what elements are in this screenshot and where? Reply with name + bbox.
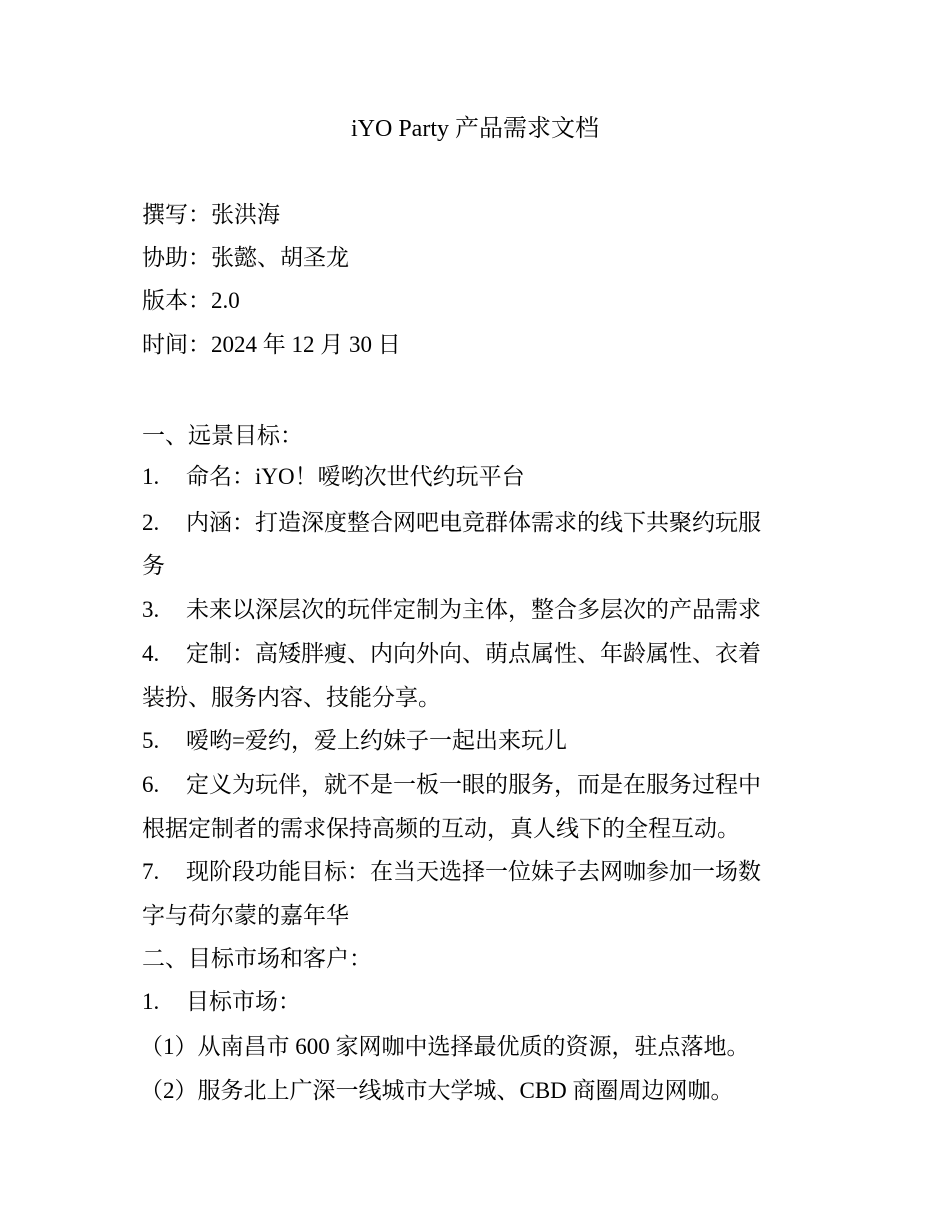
list-number: 7.: [142, 859, 160, 884]
list-text: 定制：高矮胖瘦、内向外向、萌点属性、年龄属性、衣着: [186, 641, 761, 666]
sub-item: （2）服务北上广深一线城市大学城、CBD 商圈周边网咖。: [140, 1078, 734, 1103]
list-item: [142, 725, 812, 757]
list-text: 嗳哟=爱约，爱上约妹子一起出来玩儿: [186, 728, 567, 753]
document-title: iYO Party 产品需求文档: [351, 116, 599, 142]
list-item-continuation: 根据定制者的需求保持高频的互动，真人线下的全程互动。: [142, 816, 740, 841]
section-heading-vision: 一、远景目标：: [142, 423, 303, 448]
list-number: 2.: [142, 510, 160, 535]
list-text: 定义为玩伴，就不是一板一眼的服务，而是在服务过程中: [186, 772, 761, 797]
list-number: 4.: [142, 641, 160, 666]
list-item: [142, 856, 812, 888]
list-number: 6.: [142, 772, 160, 797]
list-number: 1.: [142, 989, 160, 1014]
list-text: 未来以深层次的玩伴定制为主体，整合多层次的产品需求: [186, 597, 761, 622]
list-text: 目标市场：: [186, 989, 301, 1014]
list-item: [142, 638, 812, 670]
assist-line: 协助：张懿、胡圣龙: [142, 245, 349, 270]
list-item: [142, 986, 812, 1018]
list-text: 现阶段功能目标：在当天选择一位妹子去网咖参加一场数: [186, 859, 761, 884]
version-line: 版本：2.0: [142, 288, 240, 313]
list-text: 命名：iYO！嗳哟次世代约玩平台: [186, 464, 525, 489]
sub-item: （1）从南昌市 600 家网咖中选择最优质的资源，驻点落地。: [140, 1034, 750, 1059]
list-item: [142, 769, 812, 801]
date-line: 时间：2024 年 12 月 30 日: [142, 332, 401, 357]
list-item: [142, 507, 812, 539]
section-heading-market: 二、目标市场和客户：: [142, 946, 372, 971]
list-number: 5.: [142, 728, 160, 753]
list-item: [142, 461, 812, 493]
list-item-continuation: 务: [142, 553, 165, 578]
list-item: [142, 594, 812, 626]
list-number: 3.: [142, 597, 160, 622]
list-text: 内涵：打造深度整合网吧电竞群体需求的线下共聚约玩服: [186, 510, 761, 535]
author-line: 撰写：张洪海: [142, 202, 280, 227]
list-item-continuation: 字与荷尔蒙的嘉年华: [142, 903, 349, 928]
list-item-continuation: 装扮、服务内容、技能分享。: [142, 685, 441, 710]
list-number: 1.: [142, 464, 160, 489]
